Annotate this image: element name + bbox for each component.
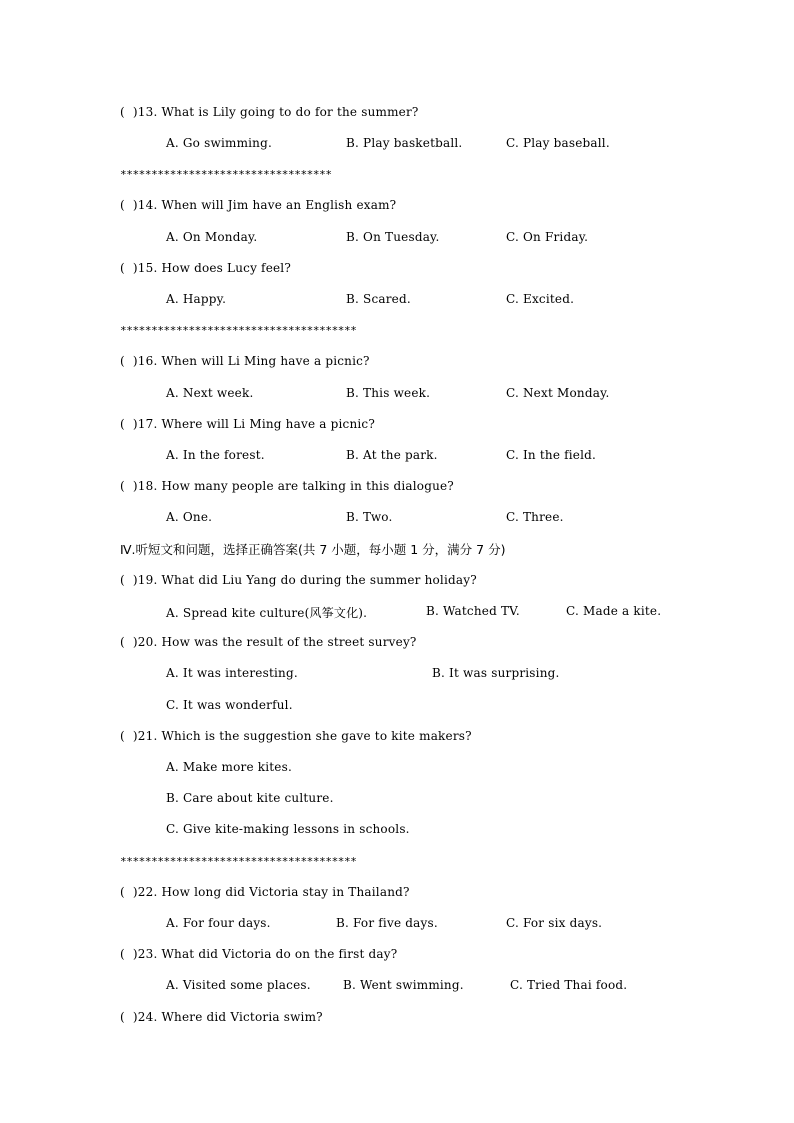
question-18: ( )18. How many people are talking in this dialogue? (120, 479, 454, 493)
q13-option-b: B. Play basketball. (346, 136, 463, 150)
q13-option-c: C. Play baseball. (506, 136, 610, 150)
q19-option-c: C. Made a kite. (566, 604, 662, 618)
q13-option-a: A. Go swimming. (166, 136, 273, 150)
question-19: ( )19. What did Liu Yang do during the summer holiday? (120, 573, 477, 587)
q23-option-b: B. Went swimming. (343, 978, 464, 992)
question-20: ( )20. How was the result of the street survey? (120, 635, 417, 649)
q17-option-a: A. In the forest. (166, 448, 265, 462)
q20-option-c: C. It was wonderful. (166, 698, 293, 712)
separator-stars-3: ************************************** (120, 855, 357, 868)
q16-option-c: C. Next Monday. (506, 386, 610, 400)
question-15: ( )15. How does Lucy feel? (120, 261, 291, 275)
question-23: ( )23. What did Victoria do on the first day? (120, 947, 398, 961)
q21-option-b: B. Care about kite culture. (166, 791, 334, 805)
q16-option-b: B. This week. (346, 386, 431, 400)
q15-option-c: C. Excited. (506, 292, 575, 306)
q22-option-b: B. For five days. (336, 916, 438, 930)
q22-option-c: C. For six days. (506, 916, 603, 930)
q15-option-b: B. Scared. (346, 292, 411, 306)
separator-stars-1: ********************************** (120, 168, 332, 181)
q16-option-a: A. Next week. (166, 386, 254, 400)
q21-option-a: A. Make more kites. (166, 760, 292, 774)
q21-option-c: C. Give kite-making lessons in schools. (166, 822, 410, 836)
q18-option-c: C. Three. (506, 510, 564, 524)
q15-option-a: A. Happy. (166, 292, 227, 306)
q18-option-b: B. Two. (346, 510, 393, 524)
q23-option-a: A. Visited some places. (166, 978, 311, 992)
q14-option-c: C. On Friday. (506, 230, 589, 244)
question-24: ( )24. Where did Victoria swim? (120, 1010, 323, 1024)
question-17: ( )17. Where will Li Ming have a picnic? (120, 417, 375, 431)
q19-option-a: A. Spread kite culture(风筝文化). (166, 606, 368, 620)
q20-option-b: B. It was surprising. (432, 666, 560, 680)
question-14: ( )14. When will Jim have an English exam? (120, 198, 397, 212)
separator-stars-2: ************************************** (120, 324, 357, 337)
question-21: ( )21. Which is the suggestion she gave to kite makers? (120, 729, 472, 743)
q22-option-a: A. For four days. (166, 916, 271, 930)
q20-option-a: A. It was interesting. (166, 666, 298, 680)
question-13: ( )13. What is Lily going to do for the summer? (120, 105, 419, 119)
q18-option-a: A. One. (166, 510, 213, 524)
q19-option-b: B. Watched TV. (426, 604, 520, 618)
q17-option-b: B. At the park. (346, 448, 438, 462)
q23-option-c: C. Tried Thai food. (510, 978, 628, 992)
question-16: ( )16. When will Li Ming have a picnic? (120, 354, 370, 368)
q14-option-b: B. On Tuesday. (346, 230, 440, 244)
q17-option-c: C. In the field. (506, 448, 597, 462)
q14-option-a: A. On Monday. (166, 230, 258, 244)
question-22: ( )22. How long did Victoria stay in Thailand? (120, 885, 410, 899)
section-4-heading: Ⅳ.听短文和问题，选择正确答案(共 7 小题，每小题 1 分，满分 7 分) (120, 542, 506, 557)
